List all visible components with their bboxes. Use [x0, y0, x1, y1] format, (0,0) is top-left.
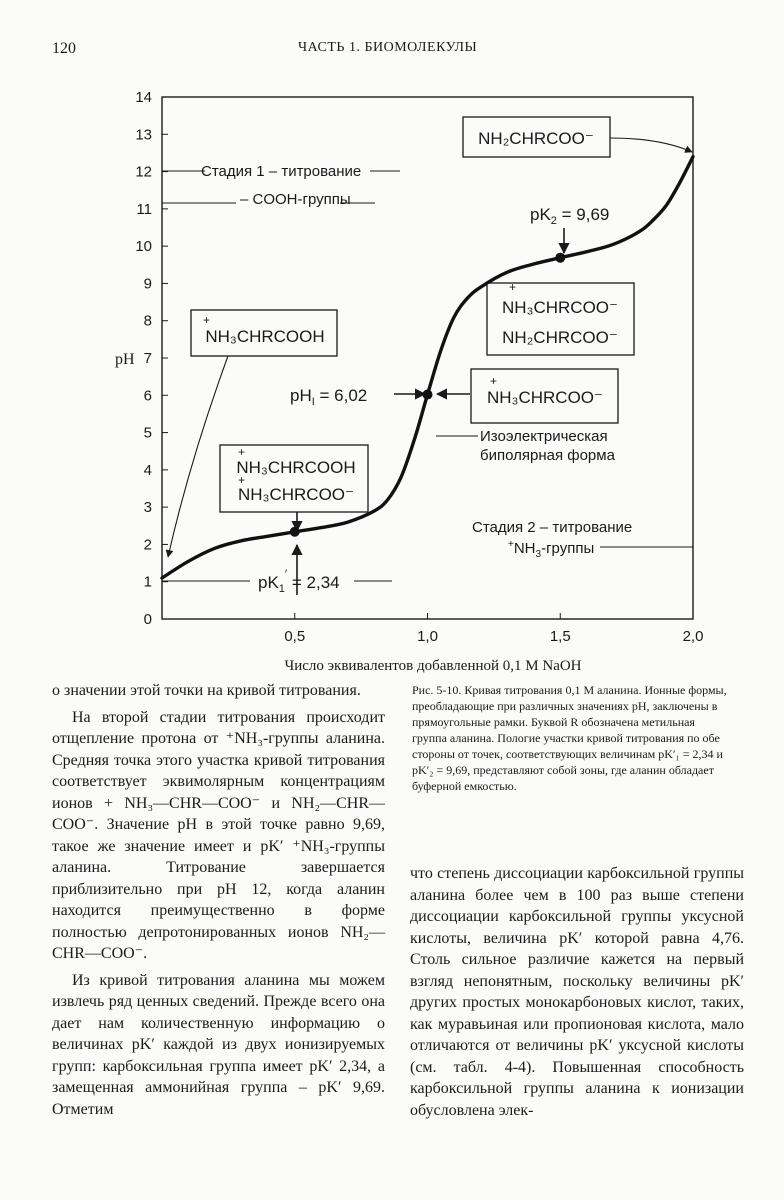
x-tick-label: 0,5: [284, 628, 306, 645]
right-column: [410, 863, 744, 1121]
svg-text:+: +: [238, 473, 246, 487]
cationic-form-label: NH₃CHRCOOH: [205, 327, 325, 346]
arrow-to-endpoint: [610, 138, 692, 152]
y-tick-label: 1: [143, 573, 152, 591]
right-paragraph-1: что степень диссоциации карбоксильной группы аланина более чем в 100 раз выше степени диссоциации карбоксильной группы уксусной кислоты, величина pK′ которой равна 4,76. Столь сильное различие кажется на первый взгляд непонятным, поскольку величины pK′ других простых монокарбоновых кислот, таких, как муравьиная или пропионовая кислота, мало отличаются от величины pK′ уксусной кислоты (см. табл. 4-4). Повышенная способность карбоксильной группы аланина к ионизации обусловлена элек-: [410, 865, 744, 1119]
left-paragraph-1: о значении этой точки на кривой титрования.: [52, 682, 361, 699]
y-tick-label: 2: [143, 536, 152, 554]
stage2-label-line1: Стадия 2 – титрование: [472, 519, 633, 536]
y-tick-label: 4: [143, 461, 152, 479]
svg-text:+: +: [509, 280, 517, 294]
y-tick-label: 7: [143, 350, 152, 367]
x-tick-label: 1,0: [417, 628, 438, 645]
y-tick-label: 12: [135, 163, 152, 181]
y-tick-label: 10: [135, 238, 152, 256]
figure-caption: [412, 682, 732, 794]
x-axis: [284, 613, 703, 645]
y-tick-label: 13: [135, 126, 152, 144]
titration-chart: [0, 70, 784, 680]
running-head: ЧАСТЬ 1. БИОМОЛЕКУЛЫ: [298, 40, 478, 55]
x-tick-label: 1,5: [549, 628, 571, 645]
x-axis-label: Число эквивалентов добавленной 0,1 M NaOH: [284, 658, 582, 674]
y-tick-label: 0: [143, 611, 152, 628]
stage1-label-line2: – COOH-группы: [240, 191, 351, 208]
stage1-label-line1: Стадия 1 – титрование: [201, 163, 362, 180]
svg-text:+: +: [238, 445, 246, 459]
zwitterion-form-label: NH₃CHRCOO⁻: [486, 388, 604, 407]
left-paragraph-2: На второй стадии титрования происходит отщепление протона от ⁺NH₃-группы аланина. Средняя точка этого участка кривой титрования соответствует эквимолярным концентрациям ионов + NH₃—CHR—COO⁻ и NH₂—CHR—COO⁻. Значение pH в этой точке равно 9,69, такое же значение имеет и pK′ ⁺NH₃-группы аланина. Титрование завершается приблизительно при pH 12, когда аланин находится преимущественно в форме полностью депротонированных ионов NH₂—CHR—COO⁻.: [52, 708, 385, 962]
svg-text:+: +: [203, 313, 211, 327]
titration-curve: [162, 157, 693, 578]
y-axis: [135, 89, 168, 628]
pK2-label: $pK_2 = 9,69$: [530, 205, 610, 227]
deprotonated-form-label: NH₂CHRCOO⁻: [478, 129, 594, 148]
caption-text: Кривая титрования 0,1 М аланина. Ионные формы, преобладающие при различных значениях pH, заключены в прямоугольные рамки. Буквой R обозначена метильная группа аланина. Пологие участки кривой титрования по обе стороны от точек, соответствующих величинам pK′₁ = 2,34 и pK′₂ = 9,69, представляют собой зоны, где аланин обладает буферной емкостью.: [412, 683, 727, 793]
page-number: 120: [52, 40, 76, 57]
y-tick-label: 5: [143, 424, 152, 442]
x-tick-label: 2,0: [682, 628, 704, 645]
mixed-form-low-line2: NH₃CHRCOO⁻: [237, 485, 355, 504]
stage2-label-line2: $^+NH_3$-группы: [508, 539, 595, 560]
mixed-form-high-line2: NH₂CHRCOO⁻: [502, 328, 618, 347]
curve-point: [423, 390, 433, 400]
mixed-form-high-line1: NH₃CHRCOO⁻: [501, 298, 619, 317]
pHI-label: $pH_I = 6,02$: [290, 386, 368, 408]
arrow-to-start: [168, 356, 228, 557]
y-tick-label: 6: [143, 387, 152, 405]
y-tick-label: 14: [135, 89, 152, 106]
y-tick-label: 9: [143, 275, 152, 293]
isoelectric-label-line1: Изоэлектрическая: [480, 428, 608, 445]
svg-text:+: +: [490, 374, 498, 388]
left-column: [52, 680, 385, 1120]
pK1-label: $pK_1' = 2,34$: [258, 567, 340, 595]
y-tick-label: 3: [143, 499, 152, 517]
curve-point: [555, 253, 565, 263]
y-axis-label: pH: [115, 351, 135, 368]
caption-lead: Рис. 5-10.: [412, 683, 462, 697]
mixed-form-low-line1: NH₃CHRCOOH: [236, 458, 356, 477]
y-tick-label: 8: [143, 312, 152, 330]
curve-point: [290, 527, 300, 537]
left-paragraph-3: Из кривой титрования аланина мы можем извлечь ряд ценных сведений. Прежде всего она дает нам количественную информацию о величинах pK′ каждой из двух ионизируемых групп: карбоксильная группа имеет pK′ 2,34, а замещенная аммонийная группа – pK′ 9,69. Отметим: [52, 971, 385, 1118]
y-tick-label: 11: [136, 200, 152, 218]
isoelectric-label-line2: биполярная форма: [480, 447, 615, 464]
